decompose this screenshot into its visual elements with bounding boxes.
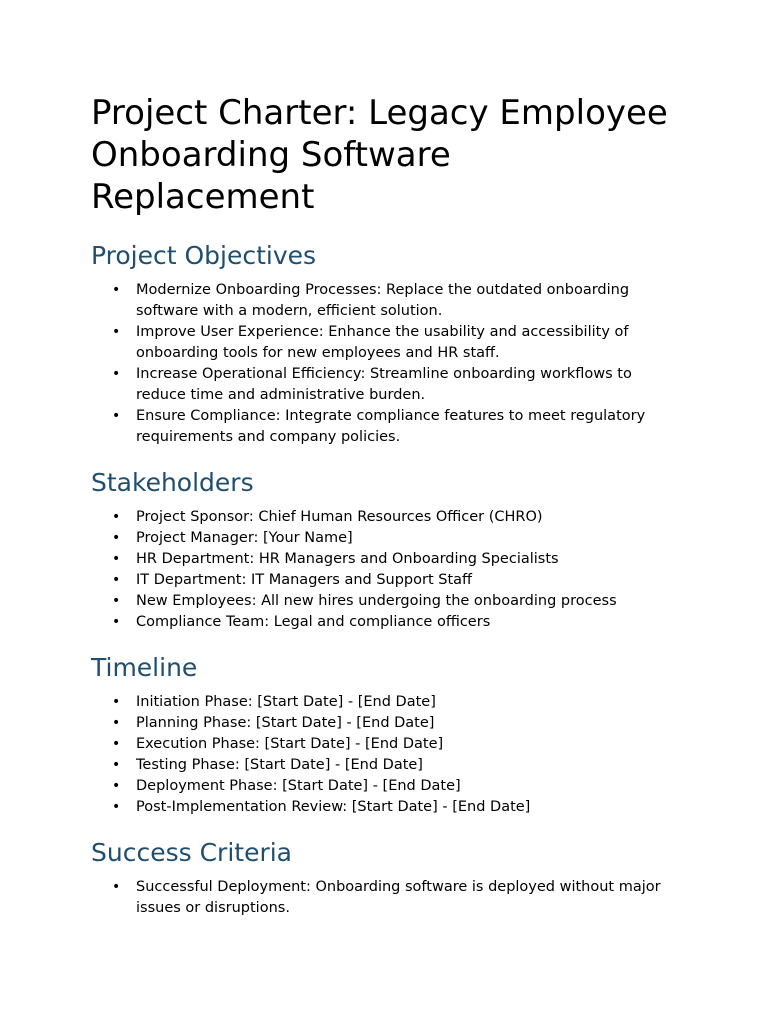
- success-criteria-list: [91, 877, 678, 919]
- list-item-text: Modernize Onboarding Processes: Replace the outdated onboarding software with a modern, efficient solution.: [136, 282, 630, 319]
- list-item: [91, 797, 678, 818]
- list-item-text: Execution Phase: [Start Date] - [End Date]: [136, 736, 444, 752]
- objectives-list: [91, 280, 678, 448]
- section-heading-objectives: Project Objectives: [91, 241, 317, 270]
- list-item-text: Testing Phase: [Start Date] - [End Date]: [136, 757, 423, 773]
- bullet-icon: •: [112, 282, 121, 298]
- list-item: [91, 406, 678, 448]
- list-item: [91, 755, 678, 776]
- bullet-icon: •: [112, 694, 121, 710]
- bullet-icon: •: [112, 366, 121, 382]
- bullet-icon: •: [112, 715, 121, 731]
- list-item: [91, 364, 678, 406]
- list-item: [91, 280, 678, 322]
- bullet-icon: •: [112, 509, 121, 525]
- bullet-icon: •: [112, 593, 121, 609]
- bullet-icon: •: [112, 799, 121, 815]
- list-item: [91, 713, 678, 734]
- list-item: [91, 528, 678, 549]
- section-heading-stakeholders: Stakeholders: [91, 468, 254, 497]
- list-item: [91, 877, 678, 919]
- list-item: [91, 507, 678, 528]
- timeline-list: [91, 692, 678, 818]
- list-item-text: Increase Operational Efficiency: Streamline onboarding workflows to reduce time and administrative burden.: [136, 366, 632, 403]
- list-item-text: Post-Implementation Review: [Start Date] - [End Date]: [136, 799, 531, 815]
- list-item: [91, 549, 678, 570]
- bullet-icon: •: [112, 614, 121, 630]
- list-item: [91, 612, 678, 633]
- section-heading-timeline: Timeline: [91, 653, 198, 682]
- list-item-text: IT Department: IT Managers and Support Staff: [136, 572, 473, 588]
- list-item: [91, 322, 678, 364]
- list-item: [91, 692, 678, 713]
- list-item: [91, 776, 678, 797]
- list-item: [91, 591, 678, 612]
- section-objectives: [91, 240, 678, 448]
- bullet-icon: •: [112, 530, 121, 546]
- section-heading-success-criteria: Success Criteria: [91, 838, 292, 867]
- section-stakeholders: [91, 467, 678, 633]
- list-item-text: New Employees: All new hires undergoing the onboarding process: [136, 593, 617, 609]
- list-item-text: Project Manager: [Your Name]: [136, 530, 353, 546]
- list-item-text: Improve User Experience: Enhance the usability and accessibility of onboarding tools for new employees and HR staff.: [136, 324, 629, 361]
- stakeholders-list: [91, 507, 678, 633]
- page-title: Project Charter: Legacy Employee Onboarding Software Replacement: [91, 93, 668, 217]
- bullet-icon: •: [112, 408, 121, 424]
- list-item-text: Ensure Compliance: Integrate compliance features to meet regulatory requirements and company policies.: [136, 408, 646, 445]
- bullet-icon: •: [112, 736, 121, 752]
- bullet-icon: •: [112, 757, 121, 773]
- list-item-text: Deployment Phase: [Start Date] - [End Date]: [136, 778, 461, 794]
- list-item-text: HR Department: HR Managers and Onboarding Specialists: [136, 551, 559, 567]
- bullet-icon: •: [112, 778, 121, 794]
- list-item: [91, 570, 678, 591]
- section-timeline: [91, 652, 678, 818]
- bullet-icon: •: [112, 572, 121, 588]
- bullet-icon: •: [112, 324, 121, 340]
- list-item-text: Initiation Phase: [Start Date] - [End Date]: [136, 694, 436, 710]
- list-item-text: Successful Deployment: Onboarding software is deployed without major issues or disruptions.: [136, 879, 661, 916]
- section-success-criteria: [91, 837, 678, 919]
- list-item: [91, 734, 678, 755]
- bullet-icon: •: [112, 879, 121, 895]
- bullet-icon: •: [112, 551, 121, 567]
- list-item-text: Planning Phase: [Start Date] - [End Date]: [136, 715, 435, 731]
- list-item-text: Compliance Team: Legal and compliance officers: [136, 614, 491, 630]
- list-item-text: Project Sponsor: Chief Human Resources Officer (CHRO): [136, 509, 543, 525]
